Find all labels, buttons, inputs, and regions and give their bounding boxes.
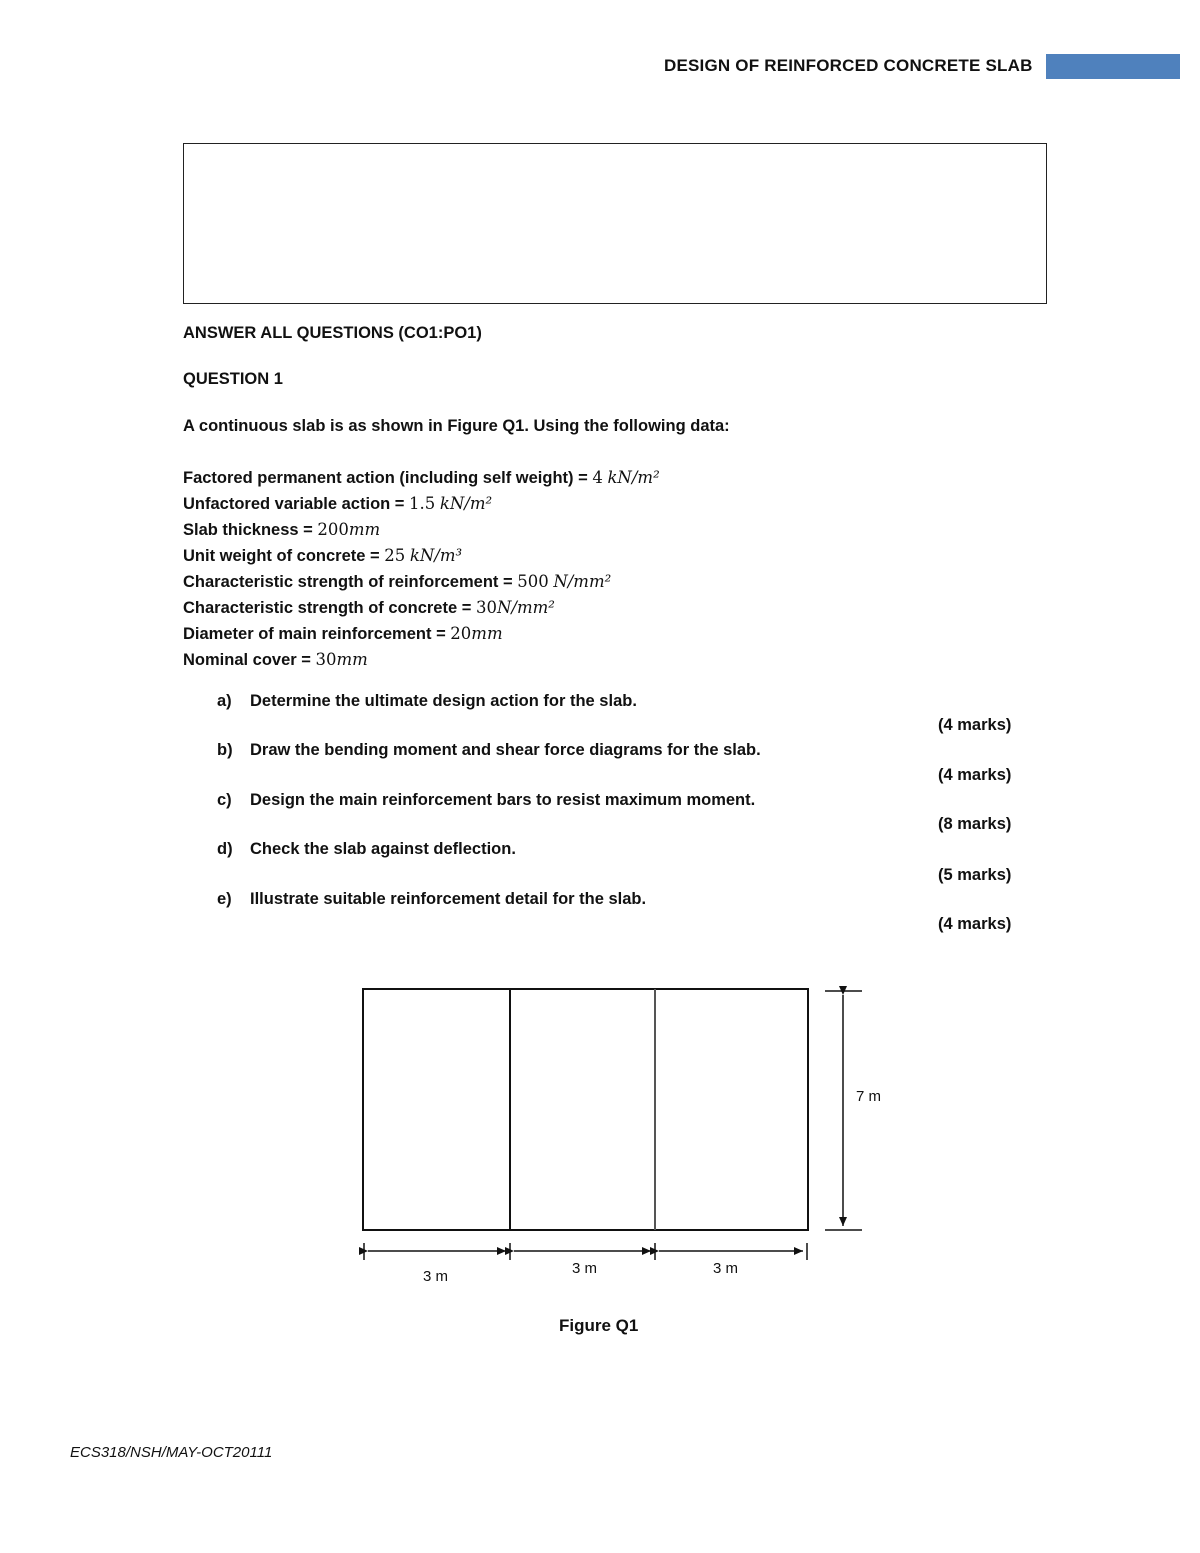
data-line-permanent-action: Factored permanent action (including self weight) = 4 kN/m² [183,468,660,487]
marks-part-d: (5 marks) [938,866,1012,884]
slab-figure [350,975,930,1295]
question-intro: A continuous slab is as shown in Figure Q1. Using the following data: [183,417,730,435]
data-line-slab-thickness: Slab thickness = 200mm [183,520,381,539]
span-label-1: 3 m [423,1268,449,1285]
question-part-c: c) Design the main reinforcement bars to resist maximum moment. [217,791,756,809]
data-line-concrete-strength: Characteristic strength of concrete = 30N/mm² [183,598,555,617]
instruction-text: ANSWER ALL QUESTIONS (CO1:PO1) [183,324,482,342]
figure-caption: Figure Q1 [559,1316,639,1335]
slab-outline [363,989,808,1230]
footer-code: ECS318/NSH/MAY-OCT20111 [70,1444,273,1461]
marks-part-b: (4 marks) [938,766,1012,784]
marks-part-c: (8 marks) [938,815,1012,833]
header-title: DESIGN OF REINFORCED CONCRETE SLAB [664,56,1033,75]
question-title: QUESTION 1 [183,370,283,388]
question-part-d: d) Check the slab against deflection. [217,840,516,858]
height-label: 7 m [856,1088,882,1105]
header-accent-bar [1046,54,1180,79]
data-line-unit-weight: Unit weight of concrete = 25 kN/m³ [183,546,463,565]
data-list [183,465,660,673]
span-label-2: 3 m [572,1260,598,1277]
question-part-b: b) Draw the bending moment and shear force diagrams for the slab. [217,741,761,759]
marks-part-a: (4 marks) [938,716,1012,734]
data-line-variable-action: Unfactored variable action = 1.5 kN/m² [183,494,493,513]
question-part-a: a) Determine the ultimate design action for the slab. [217,692,637,710]
question-part-e: e) Illustrate suitable reinforcement detail for the slab. [217,890,647,908]
data-line-bar-diameter: Diameter of main reinforcement = 20mm [183,624,503,643]
blank-instruction-box [183,143,1047,304]
data-line-nominal-cover: Nominal cover = 30mm [183,650,368,669]
span-label-3: 3 m [713,1260,739,1277]
marks-part-e: (4 marks) [938,915,1012,933]
data-line-reinforcement-strength: Characteristic strength of reinforcement = 500 N/mm² [183,572,612,591]
